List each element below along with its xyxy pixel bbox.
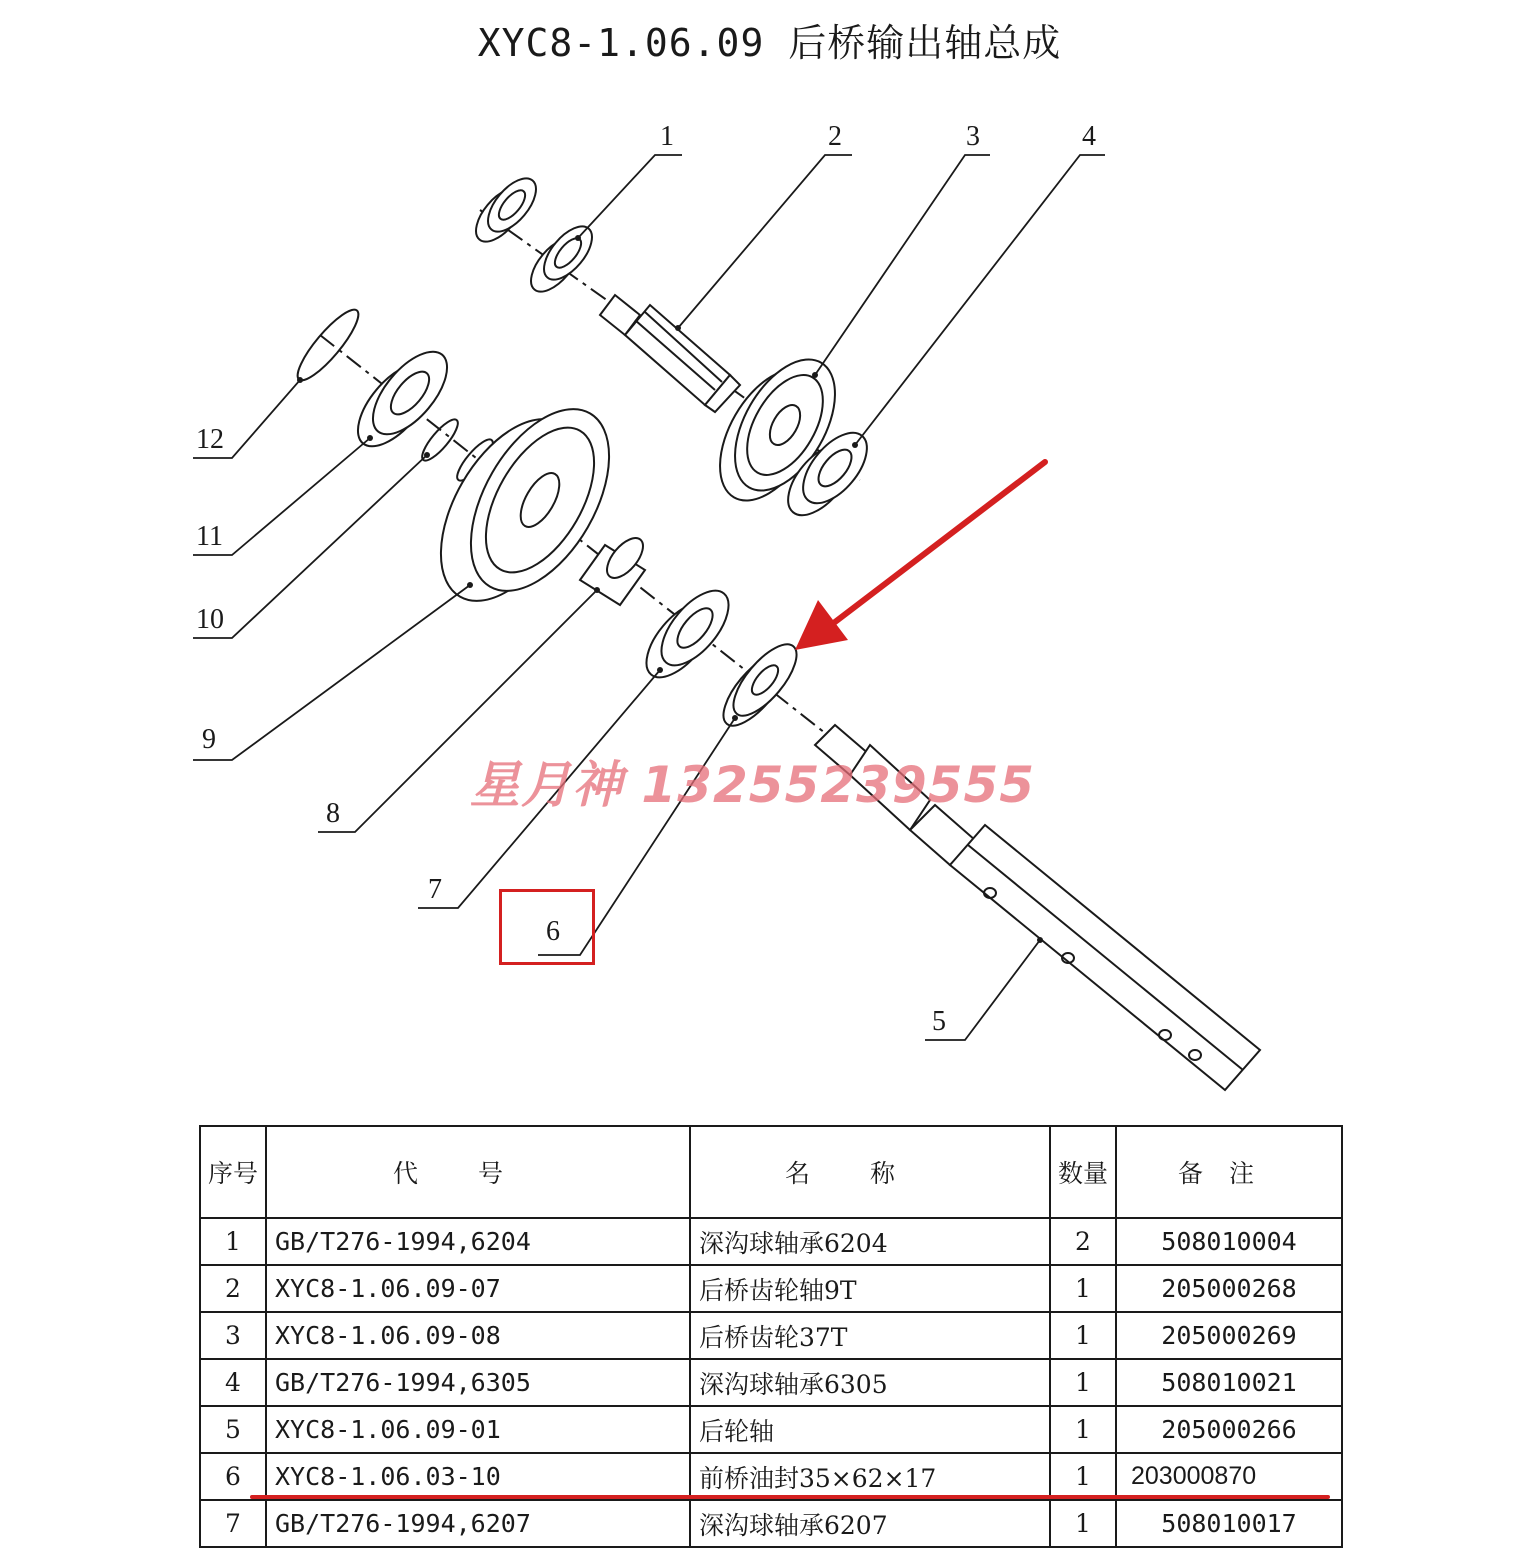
row-qty: 1 [1050,1406,1116,1453]
row-num: 1 [200,1218,266,1265]
callout-6-highlight-box [499,889,595,965]
callout-4: 4 [1082,121,1096,152]
callout-6: 6 [546,916,560,947]
gear-shaft-9t [600,295,740,412]
row-num: 6 [200,1453,266,1500]
row-qty: 1 [1050,1265,1116,1312]
row-qty: 1 [1050,1500,1116,1547]
callout-12: 12 [196,424,224,455]
callout-9: 9 [202,724,216,755]
row-name: 深沟球轴承6204 [690,1218,1050,1265]
header-qty: 数量 [1050,1126,1116,1218]
callout-5: 5 [932,1006,946,1037]
bearing-6204-upper [467,170,545,250]
row-qty: 1 [1050,1359,1116,1406]
row-qty: 2 [1050,1218,1116,1265]
callout-3: 3 [966,121,980,152]
row-remark: 205000269 [1116,1312,1342,1359]
callout-2: 2 [828,121,842,152]
table-row [200,1359,1342,1406]
header-remark-label: 备注 [1177,1159,1280,1188]
row-code: GB/T276-1994,6207 [266,1500,690,1547]
row-num: 5 [200,1406,266,1453]
row-qty: 1 [1050,1453,1116,1500]
row-remark: 203000870 [1116,1453,1342,1500]
row-remark: 508010021 [1116,1359,1342,1406]
row-remark: 205000266 [1116,1406,1342,1453]
red-underline-row-6 [250,1495,1330,1499]
retaining-ring-12 [290,303,366,387]
row-code: GB/T276-1994,6204 [266,1218,690,1265]
row-name: 后轮轴 [690,1406,1050,1453]
table-row [200,1218,1342,1265]
header-code [266,1126,690,1218]
row-remark: 508010004 [1116,1218,1342,1265]
row-code: XYC8-1.06.09-08 [266,1312,690,1359]
row-num: 2 [200,1265,266,1312]
header-num: 序号 [200,1126,266,1218]
row-code: XYC8-1.06.09-07 [266,1265,690,1312]
header-remark [1116,1126,1342,1218]
bearing-6204-lower [522,218,601,300]
header-name [690,1126,1050,1218]
watermark-text: 星月神 13255239555 [470,756,1036,814]
callout-11: 11 [196,521,223,552]
header-code-label: 代号 [392,1159,563,1188]
table-row [200,1265,1342,1312]
row-remark: 205000268 [1116,1265,1342,1312]
row-name: 前桥油封35×62×17 [690,1453,1050,1500]
callout-7: 7 [428,874,442,905]
header-name-label: 名称 [784,1159,955,1188]
callout-10: 10 [196,604,224,635]
row-name: 深沟球轴承6305 [690,1359,1050,1406]
row-code: XYC8-1.06.03-10 [266,1453,690,1500]
row-code: XYC8-1.06.09-01 [266,1406,690,1453]
table-row [200,1406,1342,1453]
bushing-8 [580,532,650,605]
row-code: GB/T276-1994,6305 [266,1359,690,1406]
table-header-row [200,1126,1342,1218]
callout-8: 8 [326,798,340,829]
drawing-title: XYC8-1.06.09 后桥输出轴总成 [477,21,1062,65]
row-num: 4 [200,1359,266,1406]
table-row-highlighted [200,1453,1342,1500]
callout-1: 1 [660,121,674,152]
row-num: 3 [200,1312,266,1359]
bearing-11 [344,339,460,458]
row-qty: 1 [1050,1312,1116,1359]
row-remark: 508010017 [1116,1500,1342,1547]
row-name: 深沟球轴承6207 [690,1500,1050,1547]
table-row [200,1312,1342,1359]
row-num: 7 [200,1500,266,1547]
oil-seal-6 [713,635,807,736]
leader-lines [193,155,1105,1040]
table-row [200,1500,1342,1547]
row-name: 后桥齿轮轴9T [690,1265,1050,1312]
row-name: 后桥齿轮37T [690,1312,1050,1359]
parts-list-table [199,1125,1343,1548]
